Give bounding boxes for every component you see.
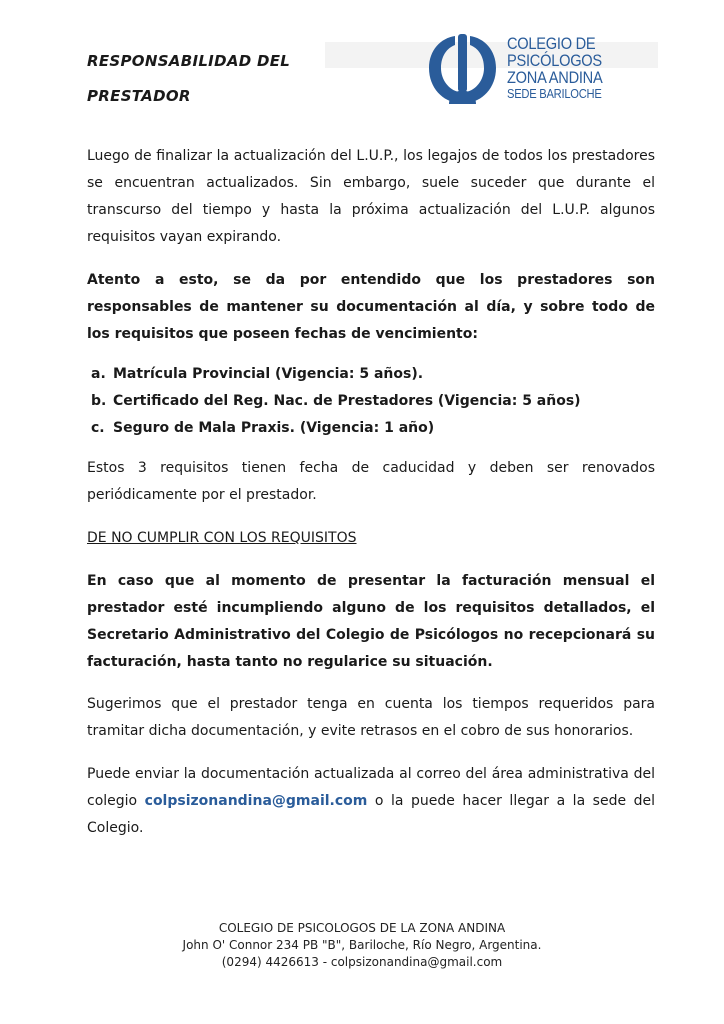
requirement-item (91, 415, 655, 442)
colegio-logo (425, 32, 665, 112)
document-title-line1: RESPONSABILIDAD DEL (87, 52, 291, 70)
logo-line4: SEDE BARILOCHE (507, 86, 602, 101)
contact-paragraph (87, 761, 655, 842)
footer-contact: (0294) 4426613 - colpsizonandina@gmail.com (221, 955, 503, 969)
document-body (87, 143, 655, 842)
psi-logo-icon (425, 32, 500, 107)
contact-text-before: Puede enviar la documentación actualizada al correo del área administrativa del colegio (87, 766, 655, 809)
document-title-line2: PRESTADOR (87, 87, 191, 105)
section-heading: DE NO CUMPLIR CON LOS REQUISITOS (87, 530, 357, 546)
requirement-text: Certificado del Reg. Nac. de Prestadores (Vigencia: 5 años) (113, 393, 581, 409)
requirement-letter: a. (91, 366, 106, 382)
requirement-letter: b. (91, 393, 107, 409)
requirement-letter: c. (91, 420, 105, 436)
logo-text (507, 35, 602, 101)
footer-org-name: COLEGIO DE PSICOLOGOS DE LA ZONA ANDINA (218, 921, 506, 935)
page-footer (0, 920, 724, 971)
responsibility-paragraph: Atento a esto, se da por entendido que los prestadores son responsables de mantener su documentación al día, y sobre todo de los requisitos que poseen fechas de vencimiento: (87, 272, 655, 342)
requirement-text: Seguro de Mala Praxis. (Vigencia: 1 año) (113, 420, 435, 436)
requirement-item (91, 388, 655, 415)
page-header (0, 0, 724, 120)
logo-line3: ZONA ANDINA (507, 68, 603, 87)
intro-paragraph: Luego de finalizar la actualización del L.U.P., los legajos de todos los prestadores se encuentran actualizados. Sin embargo, suele suceder que durante el transcurso del tiempo y hasta la próxima actualización del L.U.P. algunos requisitos vayan expirando. (87, 148, 655, 245)
requirement-item (91, 361, 655, 388)
footer-address: John O' Connor 234 PB "B", Bariloche, Río Negro, Argentina. (182, 938, 542, 952)
logo-line2: PSICÓLOGOS (507, 51, 602, 70)
suggestion-paragraph: Sugerimos que el prestador tenga en cuenta los tiempos requeridos para tramitar dicha documentación, y evite retrasos en el cobro de sus honorarios. (87, 696, 655, 739)
requirement-text: Matrícula Provincial (Vigencia: 5 años). (113, 366, 424, 382)
requirements-list (87, 361, 655, 442)
expiration-paragraph: Estos 3 requisitos tienen fecha de caducidad y deben ser renovados periódicamente por el prestador. (87, 460, 655, 503)
document-title (87, 44, 290, 114)
email-link[interactable]: colpsizonandina@gmail.com (144, 793, 368, 809)
logo-line1: COLEGIO DE (507, 34, 596, 53)
contact-text-after: o la puede hacer llegar a la sede del Colegio. (87, 793, 656, 836)
noncompliance-paragraph: En caso que al momento de presentar la facturación mensual el prestador esté incumpliendo alguno de los requisitos detallados, el Secretario Administrativo del Colegio de Psicólogos no recepcionará su facturación, hasta tanto no regularice su situación. (87, 573, 655, 670)
